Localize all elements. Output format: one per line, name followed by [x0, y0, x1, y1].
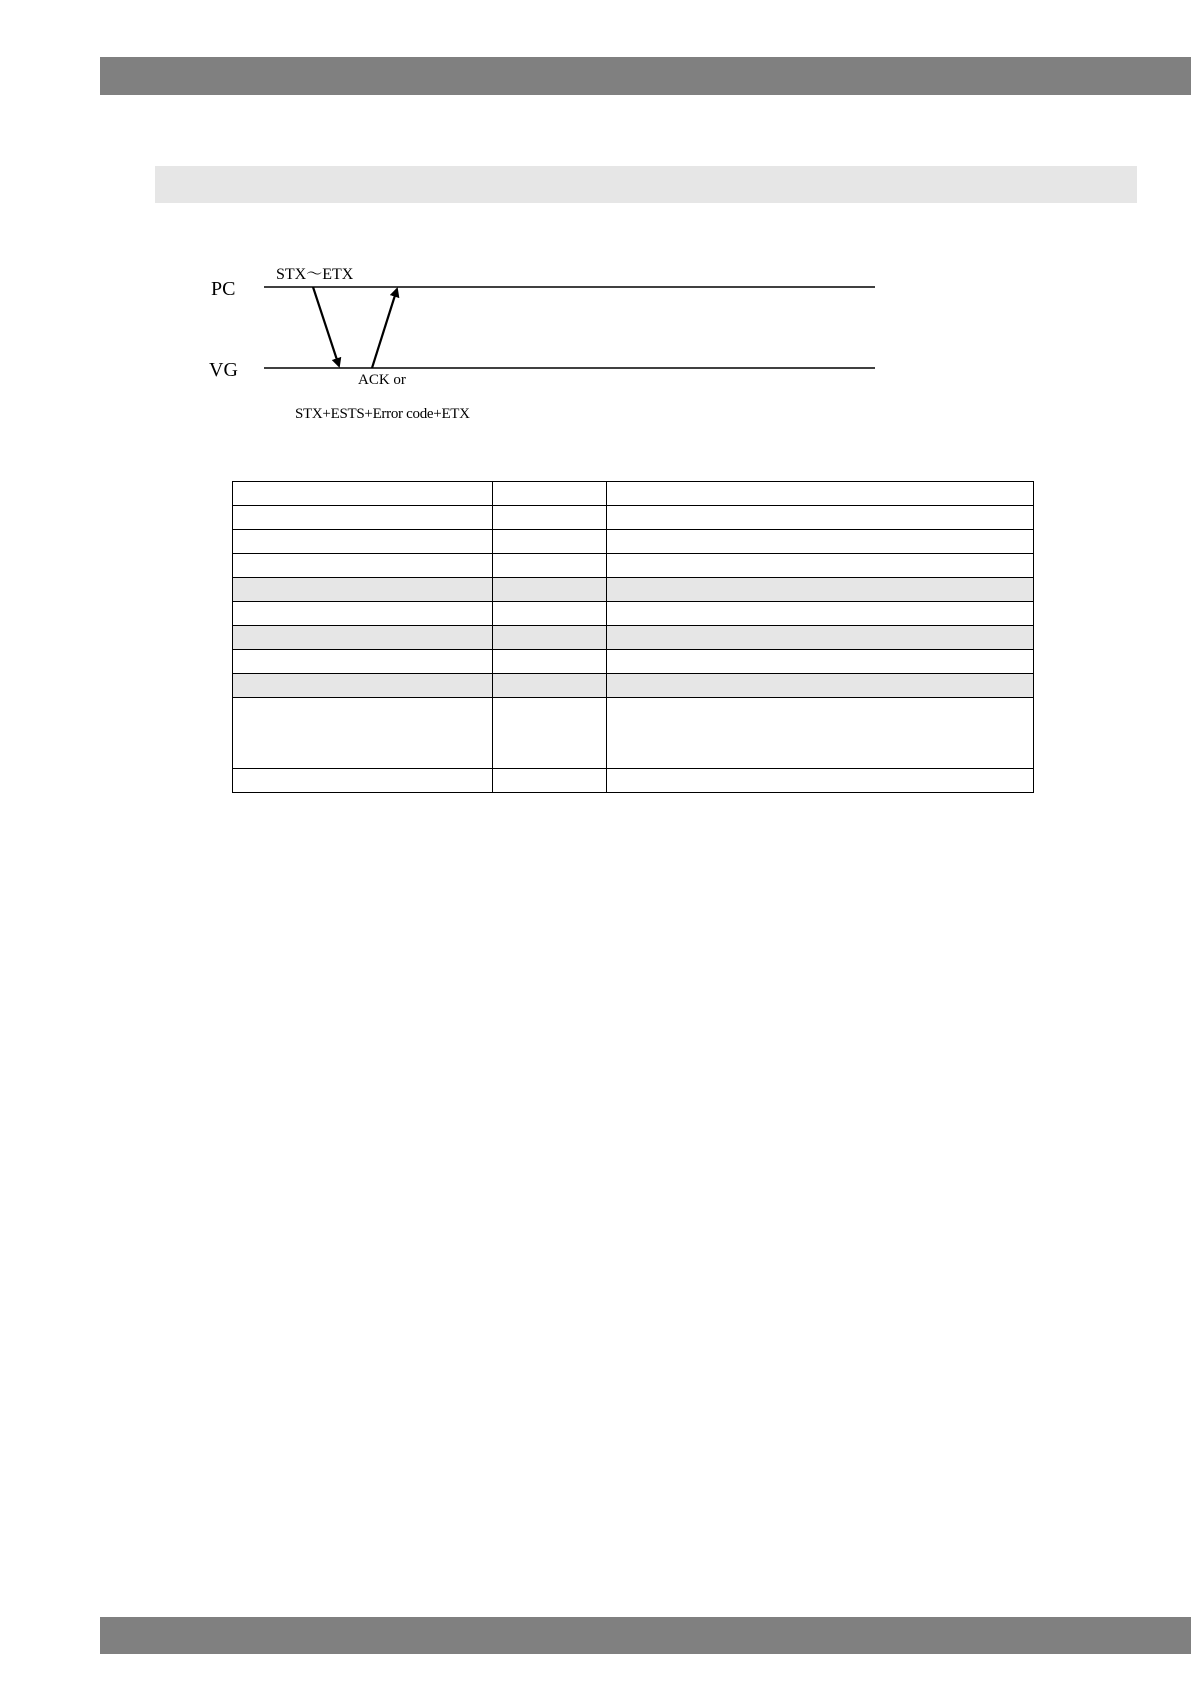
- table-row: [233, 602, 1034, 626]
- table-cell: [607, 698, 1034, 769]
- communication-sequence-diagram: [200, 255, 900, 435]
- response-label-ack: ACK or: [358, 372, 406, 388]
- table-cell: [233, 602, 493, 626]
- table-row: [233, 530, 1034, 554]
- table-cell: [233, 482, 493, 506]
- table-cell: [493, 482, 607, 506]
- table-cell: [233, 578, 493, 602]
- table-cell: [233, 698, 493, 769]
- table-row: [233, 674, 1034, 698]
- table-cell: [493, 650, 607, 674]
- response-arrow: [372, 289, 397, 368]
- command-table-body: [233, 482, 1034, 793]
- table-cell: [493, 530, 607, 554]
- page-footer-bar: [100, 1617, 1191, 1654]
- table-cell: [233, 626, 493, 650]
- table-cell: [493, 578, 607, 602]
- table-cell: [493, 674, 607, 698]
- table-row: [233, 506, 1034, 530]
- pc-label: PC: [211, 278, 236, 300]
- table-cell: [493, 602, 607, 626]
- table-cell: [233, 674, 493, 698]
- table-cell: [233, 506, 493, 530]
- command-table-container: [232, 481, 1033, 793]
- table-row: [233, 650, 1034, 674]
- response-label-error: STX+ESTS+Error code+ETX: [295, 406, 470, 422]
- command-table: [232, 481, 1034, 793]
- table-row: [233, 578, 1034, 602]
- table-cell: [607, 578, 1034, 602]
- table-cell: [607, 650, 1034, 674]
- table-cell: [607, 769, 1034, 793]
- request-arrow: [313, 287, 339, 366]
- table-cell: [607, 482, 1034, 506]
- table-cell: [233, 530, 493, 554]
- page-header-bar: [100, 57, 1191, 95]
- section-heading-band: [155, 166, 1137, 203]
- table-cell: [607, 554, 1034, 578]
- table-cell: [233, 769, 493, 793]
- table-cell: [493, 769, 607, 793]
- table-cell: [607, 530, 1034, 554]
- table-cell: [233, 650, 493, 674]
- table-cell: [607, 602, 1034, 626]
- table-cell: [607, 506, 1034, 530]
- table-cell: [493, 698, 607, 769]
- table-cell: [233, 554, 493, 578]
- table-cell: [607, 626, 1034, 650]
- table-row: [233, 626, 1034, 650]
- table-cell: [493, 626, 607, 650]
- table-row: [233, 482, 1034, 506]
- table-cell: [493, 506, 607, 530]
- table-cell: [493, 554, 607, 578]
- vg-label: VG: [209, 359, 238, 381]
- table-cell: [607, 674, 1034, 698]
- table-row: [233, 769, 1034, 793]
- request-label: STX～ETX: [276, 266, 354, 283]
- table-row: [233, 698, 1034, 769]
- table-row: [233, 554, 1034, 578]
